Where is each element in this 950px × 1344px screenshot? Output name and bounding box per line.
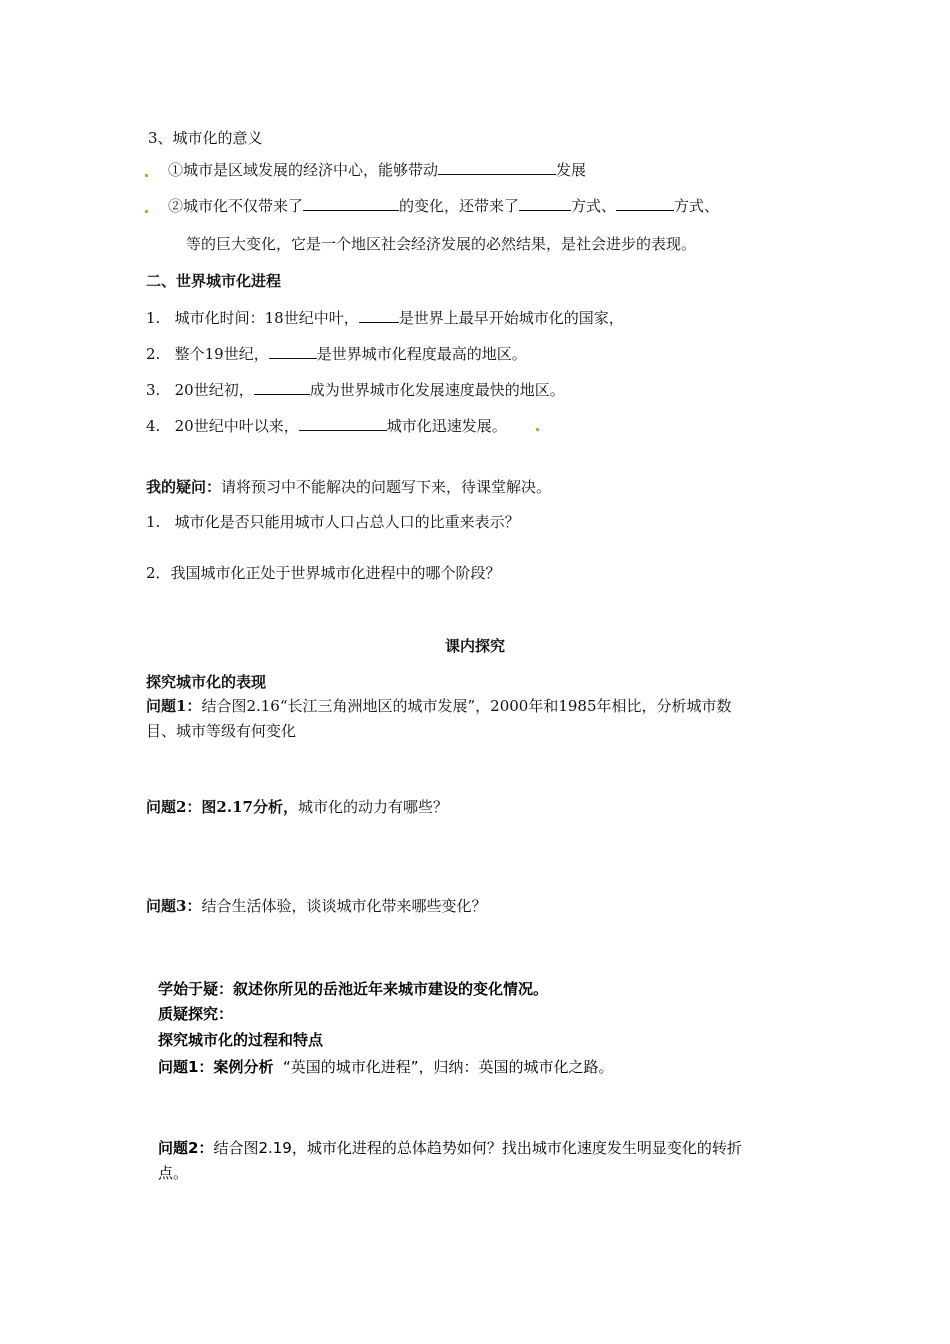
fill-blank[interactable] (303, 195, 399, 211)
item2-text-b: 的变化，还带来了 (399, 197, 520, 215)
item1-text: ①城市是区域发展的经济中心，能够带动 (168, 161, 439, 179)
scan-line-1 (158, 979, 548, 999)
item-text: 城市化迅速发展。 (386, 417, 507, 435)
fill-blank[interactable] (299, 415, 387, 431)
fill-blank[interactable] (616, 195, 674, 211)
fill-blank[interactable] (359, 307, 399, 323)
scan-question-text: “英国的城市化进程”，归纳：英国的城市化之路。 (283, 1058, 614, 1076)
scan-label: 学始于疑： (158, 980, 234, 998)
question-text: 结合生活体验，谈谈城市化带来哪些变化？ (201, 897, 487, 915)
item2-text-a: ②城市化不仅带来了 (168, 197, 304, 215)
scan-question-text: 结合图2.19，城市化进程的总体趋势如何？找出城市化速度发生明显变化的转折 (213, 1139, 742, 1157)
explore-subtitle: 探究城市化的表现 (146, 673, 267, 691)
my-questions (146, 477, 551, 497)
scan-question-label: 问题1：案例分析 (158, 1058, 274, 1076)
scan-text: 叙述你所见的岳池近年来城市建设的变化情况。 (233, 980, 549, 998)
explore-question-1-cont: 目、城市等级有何变化 (146, 722, 297, 740)
question-text: 城市化是否只能用城市人口占总人口的比重来表示？ (174, 513, 520, 531)
item-number: 4. (146, 417, 161, 435)
section3-title: 3、城市化的意义 (148, 129, 263, 147)
scan-question-1 (158, 1057, 614, 1077)
question-2: 2．我国城市化正处于世界城市化进程中的哪个阶段？ (146, 564, 501, 582)
section2-heading: 二、世界城市化进程 (146, 272, 282, 290)
fill-blank[interactable] (269, 343, 317, 359)
fill-blank[interactable] (438, 159, 556, 175)
section2-item-4 (146, 415, 507, 436)
question-text: 城市化的动力有哪些？ (297, 798, 448, 816)
item-number: 1. (146, 309, 161, 327)
item-text: 城市化时间：18世纪中叶， (174, 309, 359, 327)
scan-question-label: 问题2： (158, 1139, 214, 1157)
item-text: 成为世界城市化发展速度最快的地区。 (309, 381, 565, 399)
section3-item1 (168, 159, 586, 180)
scan-question-2-cont: 点。 (158, 1164, 189, 1182)
scan-question-2 (158, 1138, 742, 1158)
question-text: 结合图2.16“长江三角洲地区的城市发展”，2000年和1985年相比，分析城市数 (201, 697, 732, 715)
fill-blank[interactable] (519, 195, 571, 211)
explore-question-1 (146, 696, 732, 716)
explore-question-2 (146, 797, 448, 817)
questions-prompt: 请将预习中不能解决的问题写下来，待课堂解决。 (221, 478, 552, 496)
section3-item2-continuation: 等的巨大变化，它是一个地区社会经济发展的必然结果，是社会进步的表现。 (186, 235, 697, 253)
question-label: 问题2：图2.17分析， (146, 798, 298, 816)
item-text: 是世界城市化程度最高的地区。 (316, 345, 527, 363)
item-text: 是世界上最早开始城市化的国家， (398, 309, 624, 327)
question-number: 1. (146, 513, 161, 531)
fill-blank[interactable] (254, 379, 310, 395)
item-number: 3. (146, 381, 161, 399)
scan-line-3: 探究城市化的过程和特点 (158, 1031, 324, 1049)
explore-title: 课内探究 (444, 637, 505, 655)
section3-item2 (168, 195, 719, 216)
scan-line-2: 质疑探究： (158, 1005, 234, 1023)
explore-question-3 (146, 896, 486, 916)
item1-suffix: 发展 (556, 161, 587, 179)
item-text: 20世纪中叶以来， (174, 417, 299, 435)
marker-dot (536, 428, 539, 431)
section2-item-3 (146, 379, 565, 400)
marker-dot (145, 174, 148, 177)
marker-dot (145, 210, 148, 213)
section2-item-1 (146, 307, 624, 328)
item2-text-c: 方式、 (571, 197, 617, 215)
item-text: 整个19世纪， (174, 345, 269, 363)
section2-item-2 (146, 343, 527, 364)
item-number: 2. (146, 345, 161, 363)
item2-text-d: 方式、 (674, 197, 720, 215)
item-text: 20世纪初， (174, 381, 254, 399)
question-label: 问题1： (146, 697, 202, 715)
question-label: 问题3： (146, 897, 202, 915)
question-1 (146, 512, 520, 532)
questions-label: 我的疑问： (146, 478, 222, 496)
